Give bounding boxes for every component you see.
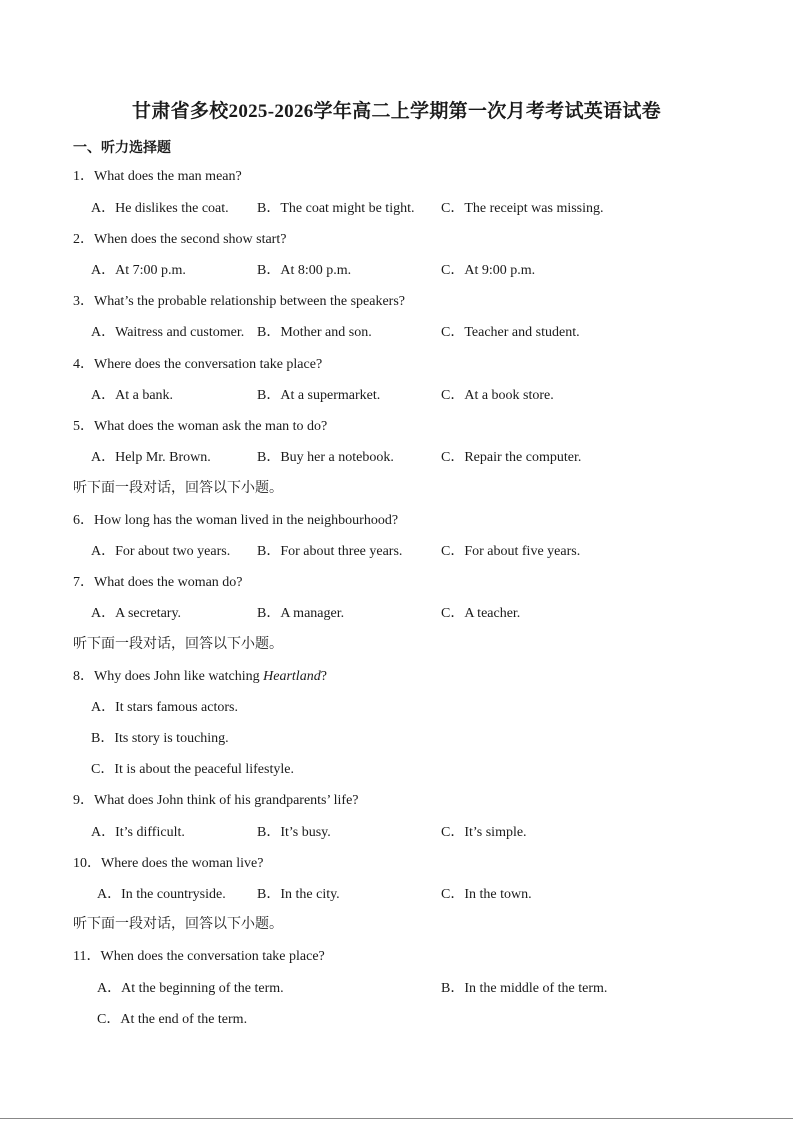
q10-option-a: A．In the countryside. (97, 887, 226, 902)
q10-option-c: C．In the town. (441, 887, 532, 902)
question-7: 7．What does the woman do? (73, 575, 243, 590)
q2-option-b: B．At 8:00 p.m. (257, 263, 352, 278)
q11-option-b: B．In the middle of the term. (441, 981, 608, 996)
question-8-text: 8．Why does John like watching (73, 669, 264, 684)
instruction-text: 听下面一段对话，回答以下小题。 (73, 917, 283, 932)
q1-option-b: B．The coat might be tight. (257, 201, 415, 216)
q4-option-c: C．At a book store. (441, 388, 554, 403)
q3-option-b: B．Mother and son. (257, 325, 372, 340)
question-2: 2．When does the second show start? (73, 232, 287, 247)
q9-option-c: C．It’s simple. (441, 825, 527, 840)
q8-option-a: A．It stars famous actors. (91, 700, 238, 715)
q4-option-a: A．At a bank. (91, 388, 174, 403)
q6-option-a: A．For about two years. (91, 544, 231, 559)
question-5: 5．What does the woman ask the man to do? (73, 419, 328, 434)
question-8-show-title: Heartland (263, 669, 321, 684)
question-6: 6．How long has the woman lived in the neighbourhood? (73, 513, 399, 528)
q7-option-a: A．A secretary. (91, 606, 182, 621)
q11-option-c: C．At the end of the term. (97, 1012, 248, 1027)
q5-option-c: C．Repair the computer. (441, 450, 582, 465)
q9-option-a: A．It’s difficult. (91, 825, 185, 840)
q8-option-c: C．It is about the peaceful lifestyle. (91, 762, 294, 777)
q5-option-b: B．Buy her a notebook. (257, 450, 394, 465)
q3-option-a: A．Waitress and customer. (91, 325, 245, 340)
q1-option-a: A．He dislikes the coat. (91, 201, 229, 216)
q2-option-a: A．At 7:00 p.m. (91, 263, 186, 278)
question-10: 10．Where does the woman live? (73, 856, 264, 871)
question-8 (73, 665, 327, 685)
page-title: 甘肃省多校2025-2026学年高二上学期第一次月考考试英语试卷 (132, 101, 661, 122)
q7-option-c: C．A teacher. (441, 606, 521, 621)
page-bottom-rule (0, 1118, 793, 1119)
q3-option-c: C．Teacher and student. (441, 325, 580, 340)
section-heading: 一、听力选择题 (73, 141, 171, 156)
question-4: 4．Where does the conversation take place? (73, 357, 323, 372)
q2-option-c: C．At 9:00 p.m. (441, 263, 536, 278)
instruction-text: 听下面一段对话，回答以下小题。 (73, 637, 283, 652)
q11-option-a: A．At the beginning of the term. (97, 981, 284, 996)
question-1: 1．What does the man mean? (73, 169, 242, 184)
question-3: 3．What’s the probable relationship between the speakers? (73, 294, 405, 309)
q9-option-b: B．It’s busy. (257, 825, 331, 840)
q7-option-b: B．A manager. (257, 606, 345, 621)
q10-option-b: B．In the city. (257, 887, 340, 902)
q6-option-c: C．For about five years. (441, 544, 581, 559)
question-11: 11．When does the conversation take place? (73, 949, 325, 964)
question-8-end: ? (320, 669, 327, 684)
instruction-text: 听下面一段对话，回答以下小题。 (73, 481, 283, 496)
q6-option-b: B．For about three years. (257, 544, 403, 559)
q4-option-b: B．At a supermarket. (257, 388, 381, 403)
q1-option-c: C．The receipt was missing. (441, 201, 604, 216)
question-9: 9．What does John think of his grandparents’ life? (73, 793, 359, 808)
q5-option-a: A．Help Mr. Brown. (91, 450, 211, 465)
q8-option-b: B．Its story is touching. (91, 731, 229, 746)
